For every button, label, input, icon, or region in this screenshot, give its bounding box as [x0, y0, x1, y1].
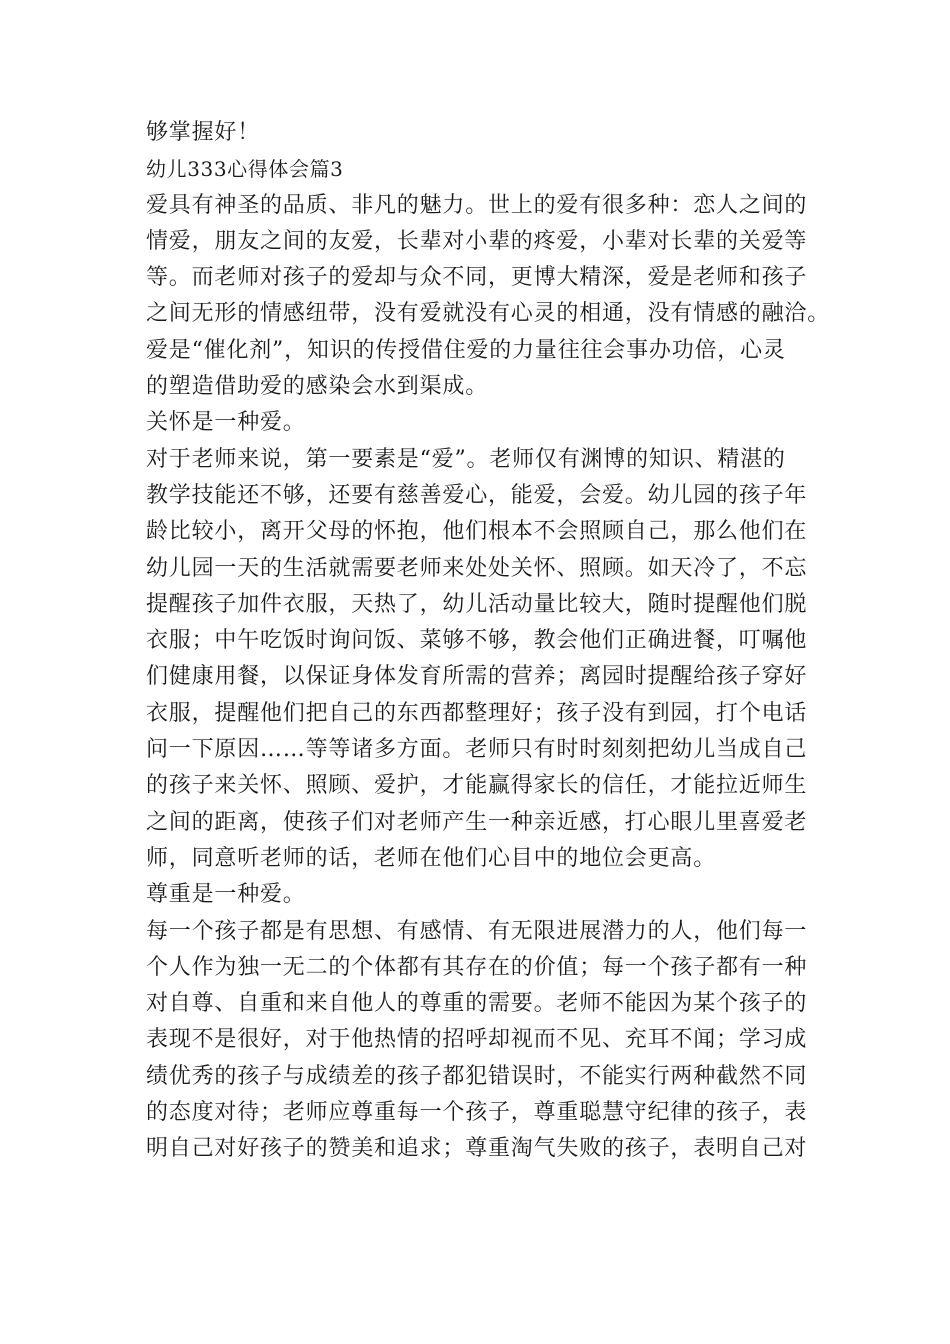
section-heading: 幼儿333心得体会篇3 — [146, 157, 344, 182]
text-line: 明自己对好孩子的赞美和追求；尊重淘气失败的孩子，表明自己对 — [146, 1136, 808, 1162]
text-line: 之间的距离，使孩子们对老师产生一种亲近感，打心眼儿里喜爱老 — [146, 809, 808, 835]
text-line: 之间无形的情感纽带，没有爱就没有心灵的相通，没有情感的融洽。 — [146, 301, 831, 327]
text-line: 情爱，朋友之间的友爱，长辈对小辈的疼爱，小辈对长辈的关爱等 — [146, 228, 808, 254]
text-line: 对于老师来说，第一要素是“爱”。老师仅有渊博的知识、精湛的 — [146, 446, 786, 472]
text-line: 衣服，提醒他们把自己的东西都整理好；孩子没有到园，打个电话 — [146, 700, 808, 726]
text-line: 的孩子来关怀、照顾、爱护，才能赢得家长的信任，才能拉近师生 — [146, 773, 808, 799]
text-line: 幼儿园一天的生活就需要老师来处处关怀、照顾。如天冷了，不忘 — [146, 555, 808, 581]
text-line: 关怀是一种爱。 — [146, 410, 306, 436]
text-line: 尊重是一种爱。 — [146, 882, 306, 908]
text-line: 龄比较小，离开父母的怀抱，他们根本不会照顾自己，那么他们在 — [146, 519, 808, 545]
text-line: 够掌握好！ — [146, 120, 261, 145]
text-line: 提醒孩子加件衣服，天热了，幼儿活动量比较大，随时提醒他们脱 — [146, 591, 808, 617]
text-line: 们健康用餐，以保证身体发育所需的营养；离园时提醒给孩子穿好 — [146, 664, 808, 690]
text-line: 爱具有神圣的品质、非凡的魅力。世上的爱有很多种：恋人之间的 — [146, 192, 808, 218]
text-line: 对自尊、自重和来自他人的尊重的需要。老师不能因为某个孩子的 — [146, 991, 808, 1017]
text-line: 师，同意听老师的话，老师在他们心目中的地位会更高。 — [146, 845, 717, 871]
text-line: 绩优秀的孩子与成绩差的孩子都犯错误时，不能实行两种截然不同 — [146, 1063, 808, 1089]
text-line: 的态度对待；老师应尊重每一个孩子，尊重聪慧守纪律的孩子，表 — [146, 1100, 808, 1126]
text-line: 个人作为独一无二的个体都有其存在的价值；每一个孩子都有一种 — [146, 954, 808, 980]
text-line: 等。而老师对孩子的爱却与众不同，更博大精深，爱是老师和孩子 — [146, 265, 808, 291]
text-line: 衣服；中午吃饭时询问饭、菜够不够，教会他们正确进餐，叮嘱他 — [146, 628, 808, 654]
text-line: 表现不是很好，对于他热情的招呼却视而不见、充耳不闻；学习成 — [146, 1027, 808, 1053]
document-page — [146, 115, 831, 1168]
text-line: 问一下原因……等等诸多方面。老师只有时时刻刻把幼儿当成自己 — [146, 737, 808, 763]
text-line: 爱是“催化剂”，知识的传授借住爱的力量往往会事办功倍，心灵 — [146, 337, 786, 363]
text-line: 的塑造借助爱的感染会水到渠成。 — [146, 374, 489, 400]
text-line: 教学技能还不够，还要有慈善爱心，能爱，会爱。幼儿园的孩子年 — [146, 482, 808, 508]
text-line: 每一个孩子都是有思想、有感情、有无限进展潜力的人，他们每一 — [146, 918, 808, 944]
